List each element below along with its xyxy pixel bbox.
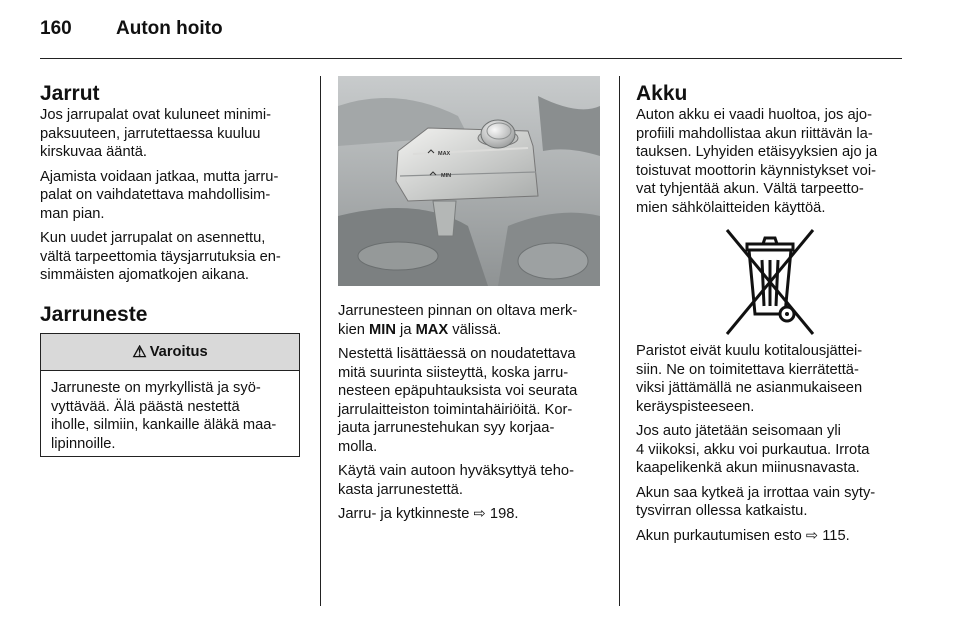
column-divider-2 [619, 76, 620, 606]
page-reference[interactable]: 198. [485, 506, 519, 522]
text-line: Nestettä lisättäessä on noudatettava [338, 346, 576, 362]
text-line: Paristot eivät kuulu kotitalousjättei- [636, 343, 863, 359]
min-term: MIN [369, 321, 396, 338]
warning-box [40, 333, 300, 457]
warning-header [41, 334, 299, 371]
cross-reference[interactable] [636, 527, 906, 546]
text-line: Käytä vain autoon hyväksyttyä teho- [338, 463, 574, 479]
text-line: keräyspisteeseen. [636, 398, 755, 415]
warning-title: Varoitus [149, 344, 208, 360]
text-span: välissä. [448, 321, 502, 338]
text-line: kirskuvaa ääntä. [40, 144, 147, 160]
paragraph [636, 342, 906, 416]
text-line: Ajamista voidaan jatkaa, mutta jarru- [40, 168, 279, 185]
paragraph [338, 345, 610, 456]
text-line: vältä tarpeettomia täysjarrutuksia en- [40, 248, 281, 265]
text-line: jauta jarrunestehukan syy korjaa- [338, 420, 555, 436]
text-line: tauksen. Lyhyiden etäisyyksien ajo ja [636, 144, 878, 160]
cross-reference[interactable] [338, 505, 610, 524]
text-line: Jos auto jätetään seisomaan yli [636, 423, 841, 439]
text-line: Auton akku ei vaadi huoltoa, jos ajo- [636, 107, 872, 123]
text-line: lipinnoille. [51, 435, 116, 452]
text-line: siin. Ne on toimitettava kierrätettä- [636, 361, 859, 378]
min-mark: MIN [441, 173, 452, 179]
text-line: profiili mahdollistaa akun riittävän la- [636, 125, 873, 142]
page-header [40, 18, 223, 40]
header-rule [40, 58, 902, 59]
section-heading-akku: Akku [636, 82, 688, 105]
arrow-icon: ⇨ [473, 506, 486, 522]
text-line: mien sähkölaitteiden käyttöä. [636, 199, 826, 216]
paragraph [636, 106, 906, 217]
text-line: man pian. [40, 205, 105, 222]
text-span: ja [395, 321, 416, 338]
text-line: toistuvat moottorin käynnistykset voi- [636, 162, 876, 179]
crossed-out-wheelie-bin-icon [717, 222, 823, 344]
brake-fluid-reservoir-photo [338, 76, 600, 286]
max-term: MAX [415, 321, 449, 338]
text-line: nesteen epäpuhtauksista voi seurata [338, 383, 578, 399]
text-line: Jarrunesteen pinnan on oltava merk- [338, 303, 578, 319]
text-line: 4 viikoksi, akku voi purkautua. Irrota [636, 441, 870, 458]
text-line: kasta jarrunestettä. [338, 481, 463, 498]
max-mark: MAX [438, 151, 451, 157]
page-number: 160 [40, 18, 72, 39]
column-3 [636, 82, 906, 223]
column-3-lower [636, 342, 906, 551]
text-line: jarrulaitteiston toimintahäiriöitä. Kor- [338, 401, 573, 418]
text-line: vyttävää. Älä päästä nestettä [51, 398, 240, 415]
paragraph [40, 106, 308, 162]
text-line: kaapelikenkä akun miinusnavasta. [636, 460, 860, 476]
column-1 [40, 82, 308, 327]
paragraph [338, 302, 610, 339]
text-line: Akun saa kytkeä ja irrottaa vain syty- [636, 484, 876, 501]
text-line: tysvirran ollessa katkaistu. [636, 503, 808, 519]
text-line: simmäisten ajomatkojen aikana. [40, 267, 249, 283]
warning-icon: ⚠ [132, 344, 147, 361]
section-heading-jarrut: Jarrut [40, 82, 100, 105]
text-line: mitä suurinta siisteyttä, koska jarru- [338, 364, 569, 381]
text-line: molla. [338, 438, 378, 455]
text-line: Jarruneste on myrkyllistä ja syö- [51, 380, 261, 396]
page-reference[interactable]: 115. [818, 527, 850, 544]
text-line: palat on vaihdatettava mahdollisim- [40, 187, 271, 203]
text-span: Jarru- ja kytkinneste [338, 506, 474, 522]
warning-body [41, 371, 299, 453]
column-divider-1 [320, 76, 321, 606]
text-line: viksi jättämällä ne asianmukaiseen [636, 380, 863, 396]
text-line: Kun uudet jarrupalat on asennettu, [40, 230, 266, 246]
paragraph [636, 484, 906, 521]
text-span: kien [338, 321, 370, 338]
text-line: Jos jarrupalat ovat kuluneet minimi- [40, 107, 272, 123]
text-line: iholle, silmiin, kankaille äläkä maa- [51, 417, 277, 433]
page-title: Auton hoito [116, 18, 223, 39]
paragraph [338, 462, 610, 499]
arrow-icon: ⇨ [805, 527, 819, 544]
paragraph [40, 168, 308, 224]
brake-fluid-reservoir-illustration [338, 76, 600, 286]
paragraph [636, 422, 906, 478]
text-line: vat tyhjentää akun. Vältä tarpeetto- [636, 181, 864, 197]
section-heading-jarruneste: Jarruneste [40, 302, 148, 326]
text-line: paksuuteen, jarrutettaessa kuuluu [40, 125, 261, 142]
text-span: Akun purkautumisen esto [636, 527, 806, 544]
column-2 [338, 302, 610, 530]
paragraph [40, 229, 308, 285]
